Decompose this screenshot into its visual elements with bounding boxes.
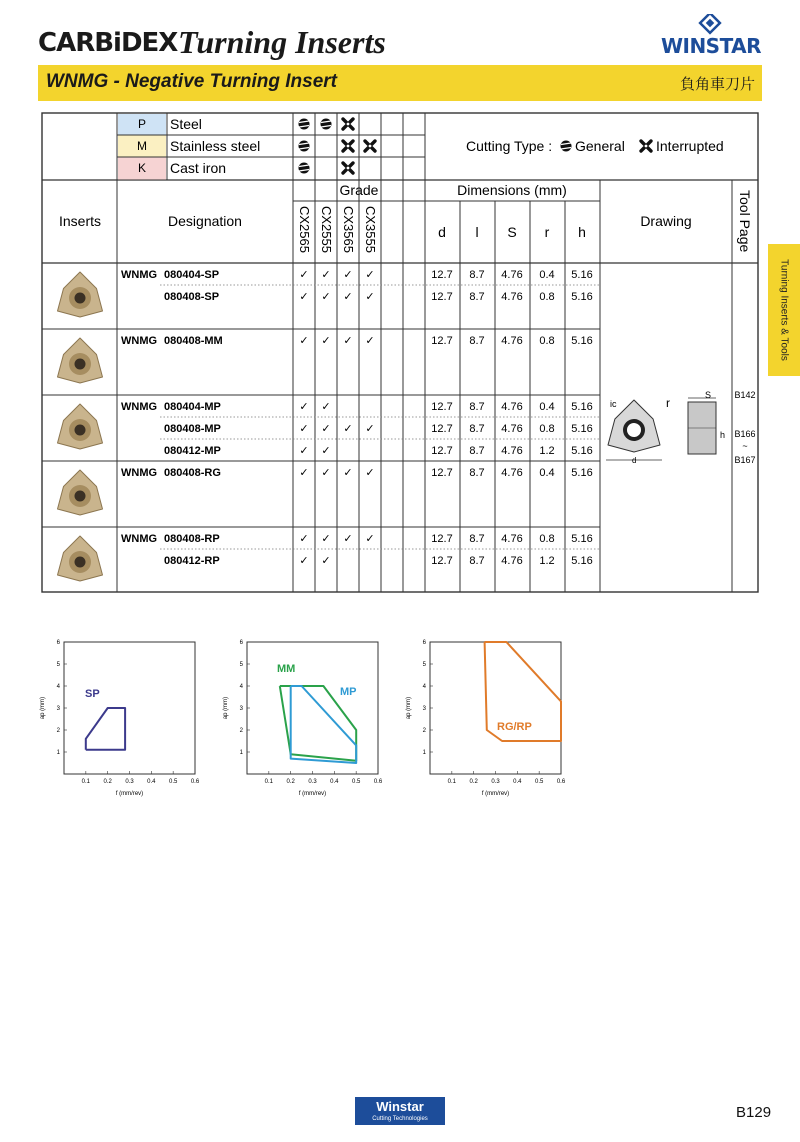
dimension-value: 12.7 — [431, 291, 453, 303]
dimension-value: 8.7 — [469, 291, 485, 303]
grade-check: ✓ — [365, 269, 375, 281]
y-tick-label: 3 — [56, 706, 60, 712]
y-tick-label: 2 — [422, 728, 426, 734]
general-cut-icon — [321, 119, 332, 130]
grade-check: ✓ — [299, 423, 309, 435]
y-tick-label: 6 — [422, 640, 426, 646]
grade-check: ✓ — [343, 269, 353, 281]
grade-check: ✓ — [321, 401, 331, 413]
brand-logo: CARBiDEX — [38, 28, 178, 58]
grade-check: ✓ — [299, 401, 309, 413]
dimension-value: 0.8 — [539, 291, 555, 303]
grade-name: CX3555 — [363, 206, 378, 253]
grade-check: ✓ — [299, 555, 309, 567]
grade-name: CX2555 — [319, 206, 334, 253]
dimensions-header: Dimensions (mm) — [457, 182, 567, 198]
logo-text: WINSTAR — [660, 34, 762, 58]
grade-check: ✓ — [321, 533, 331, 545]
x-tick-label: 0.3 — [308, 779, 317, 785]
dimension-value: 8.7 — [469, 335, 485, 347]
designation-code: 080404-SP — [164, 269, 220, 281]
dimension-value: 12.7 — [431, 335, 453, 347]
dimension-value: 1.2 — [539, 555, 555, 567]
interrupted-cut-icon — [641, 141, 651, 151]
general-label: General — [575, 138, 625, 154]
dimension-value: 0.4 — [539, 269, 555, 281]
chart-frame — [247, 642, 378, 774]
x-tick-label: 0.2 — [103, 779, 112, 785]
designation-prefix: WNMG — [121, 335, 158, 347]
y-axis-label: ap (mm) — [40, 696, 46, 720]
designation-code: 080408-SP — [164, 291, 220, 303]
y-tick-label: 6 — [56, 640, 60, 646]
dim-h-label: h — [720, 430, 726, 440]
chart — [40, 640, 200, 797]
interrupted-cut-icon — [343, 141, 353, 151]
general-cut-icon — [561, 141, 572, 152]
dimension-name: h — [578, 224, 586, 240]
y-tick-label: 6 — [239, 640, 243, 646]
chip-breaker-charts — [0, 630, 800, 805]
dimension-value: 5.16 — [571, 423, 593, 435]
grade-check: ✓ — [299, 445, 309, 457]
grade-check: ✓ — [343, 467, 353, 479]
dimension-value: 12.7 — [431, 445, 453, 457]
grade-check: ✓ — [365, 533, 375, 545]
designation-code: 080408-MP — [164, 423, 221, 435]
grade-check: ✓ — [299, 269, 309, 281]
x-axis-label: f (mm/rev) — [115, 791, 144, 797]
grade-check: ✓ — [365, 467, 375, 479]
insert-image — [58, 404, 103, 449]
footer-badge — [355, 1097, 445, 1125]
page-title: Turning Inserts — [178, 24, 386, 60]
y-axis-label: ap (mm) — [223, 696, 229, 720]
tool-page-ref: B166 — [734, 429, 756, 439]
x-tick-label: 0.1 — [81, 779, 91, 785]
dimension-name: S — [507, 224, 517, 240]
dimension-value: 5.16 — [571, 335, 593, 347]
dimension-name: r — [544, 224, 550, 240]
x-tick-label: 0.5 — [534, 779, 544, 785]
series-label: MP — [340, 686, 357, 698]
general-cut-icon — [299, 119, 310, 130]
dim-d-label: d — [632, 456, 637, 465]
material-name: Cast iron — [170, 160, 227, 176]
dimension-value: 8.7 — [469, 401, 485, 413]
material-code: P — [137, 117, 147, 131]
grade-check: ✓ — [299, 533, 309, 545]
y-tick-label: 4 — [422, 684, 426, 690]
insert-image — [58, 536, 103, 581]
dimension-value: 5.16 — [571, 555, 593, 567]
designation-code: 080408-MM — [164, 335, 223, 347]
dimension-value: 12.7 — [431, 467, 453, 479]
designation-prefix: WNMG — [121, 401, 158, 413]
inserts-header: Inserts — [58, 213, 102, 229]
x-tick-label: 0.4 — [513, 779, 522, 785]
tool-page-header: Tool Page — [737, 190, 753, 253]
grade-check: ✓ — [299, 335, 309, 347]
dimension-value: 12.7 — [431, 269, 453, 281]
dimension-value: 12.7 — [431, 555, 453, 567]
series-label: MM — [277, 663, 296, 675]
material-name: Steel — [170, 116, 202, 132]
designation-header: Designation — [168, 213, 242, 229]
dim-r-label: r — [666, 396, 670, 410]
page-number: B129 — [736, 1104, 772, 1121]
x-axis-label: f (mm/rev) — [481, 791, 510, 797]
dimension-value: 8.7 — [469, 423, 485, 435]
dimension-value: 5.16 — [571, 401, 593, 413]
dimension-name: d — [438, 224, 446, 240]
series-label: SP — [85, 688, 100, 700]
y-tick-label: 5 — [422, 662, 426, 668]
designation-code: 080408-RP — [164, 533, 220, 545]
x-tick-label: 0.6 — [556, 779, 566, 785]
insert-image — [58, 272, 103, 317]
dimension-value: 4.76 — [501, 533, 523, 545]
grade-check: ✓ — [365, 423, 375, 435]
y-tick-label: 5 — [56, 662, 60, 668]
dimension-value: 8.7 — [469, 533, 485, 545]
dimension-value: 5.16 — [571, 533, 593, 545]
dimension-value: 12.7 — [431, 533, 453, 545]
x-tick-label: 0.5 — [351, 779, 361, 785]
designation-code: 080404-MP — [164, 401, 221, 413]
designation-prefix: WNMG — [121, 269, 158, 281]
grade-check: ✓ — [321, 423, 331, 435]
y-tick-label: 1 — [56, 750, 60, 756]
section-title: WNMG - Negative Turning Insert — [46, 71, 338, 92]
dimension-value: 4.76 — [501, 555, 523, 567]
general-cut-icon — [299, 163, 310, 174]
y-tick-label: 4 — [56, 684, 60, 690]
x-tick-label: 0.5 — [168, 779, 178, 785]
side-tab-label: Turning Inserts & Tools — [778, 259, 790, 361]
chart-frame — [430, 642, 561, 774]
grade-check: ✓ — [321, 467, 331, 479]
tool-page-ref: B167 — [734, 455, 756, 465]
section-title-zh: 負角車刀片 — [680, 76, 756, 93]
x-axis-label: f (mm/rev) — [298, 791, 327, 797]
series-label: RG/RP — [497, 721, 532, 733]
dimension-value: 5.16 — [571, 467, 593, 479]
x-tick-label: 0.2 — [286, 779, 295, 785]
material-name: Stainless steel — [170, 138, 261, 154]
insert-image — [58, 470, 103, 515]
tool-page-ref: ~ — [742, 441, 748, 451]
insert-image — [58, 338, 103, 383]
x-tick-label: 0.1 — [264, 779, 274, 785]
dimension-value: 0.4 — [539, 401, 555, 413]
grade-check: ✓ — [321, 291, 331, 303]
grade-check: ✓ — [321, 335, 331, 347]
drawing-header: Drawing — [640, 213, 692, 229]
dimension-value: 8.7 — [469, 555, 485, 567]
dimension-value: 8.7 — [469, 445, 485, 457]
interrupted-cut-icon — [343, 163, 353, 173]
y-axis-label: ap (mm) — [406, 696, 412, 720]
tool-page-ref: B142 — [734, 390, 756, 400]
x-tick-label: 0.4 — [147, 779, 156, 785]
grade-check: ✓ — [321, 445, 331, 457]
dim-ic-label: ic — [610, 399, 617, 409]
interrupted-cut-icon — [343, 119, 353, 129]
dimension-value: 4.76 — [501, 423, 523, 435]
chart — [406, 640, 566, 797]
interrupted-label: Interrupted — [656, 138, 724, 154]
grade-check: ✓ — [299, 291, 309, 303]
grade-header: Grade — [339, 182, 379, 198]
x-tick-label: 0.2 — [469, 779, 478, 785]
y-tick-label: 3 — [422, 706, 426, 712]
x-tick-label: 0.3 — [491, 779, 500, 785]
dimension-value: 4.76 — [501, 401, 523, 413]
insert-drawing — [606, 390, 725, 465]
material-code: M — [137, 139, 147, 153]
grade-check: ✓ — [343, 335, 353, 347]
chart-frame — [64, 642, 195, 774]
x-tick-label: 0.1 — [447, 779, 457, 785]
y-tick-label: 1 — [422, 750, 426, 756]
dim-s-label: S — [705, 390, 712, 400]
dimension-value: 4.76 — [501, 291, 523, 303]
x-tick-label: 0.3 — [125, 779, 134, 785]
dimension-value: 4.76 — [501, 445, 523, 457]
grade-name: CX3565 — [341, 206, 356, 253]
grade-check: ✓ — [321, 555, 331, 567]
grade-check: ✓ — [343, 533, 353, 545]
grade-check: ✓ — [343, 291, 353, 303]
interrupted-cut-icon — [365, 141, 375, 151]
material-code: K — [137, 161, 147, 175]
designation-prefix: WNMG — [121, 467, 158, 479]
x-tick-label: 0.4 — [330, 779, 339, 785]
y-tick-label: 3 — [239, 706, 243, 712]
dimension-value: 5.16 — [571, 445, 593, 457]
y-tick-label: 4 — [239, 684, 243, 690]
dimension-value: 8.7 — [469, 269, 485, 281]
designation-prefix: WNMG — [121, 533, 158, 545]
dimension-value: 0.8 — [539, 533, 555, 545]
designation-code: 080412-MP — [164, 445, 221, 457]
dimension-value: 8.7 — [469, 467, 485, 479]
grade-name: CX2565 — [297, 206, 312, 253]
dimension-value: 4.76 — [501, 269, 523, 281]
chart — [223, 640, 383, 797]
series-outline — [86, 708, 125, 750]
x-tick-label: 0.6 — [190, 779, 200, 785]
y-tick-label: 1 — [239, 750, 243, 756]
dimension-value: 0.8 — [539, 335, 555, 347]
x-tick-label: 0.6 — [373, 779, 383, 785]
footer-badge-sub: Cutting Technologies — [372, 1116, 428, 1122]
dimension-value: 0.8 — [539, 423, 555, 435]
dimension-value: 1.2 — [539, 445, 555, 457]
dimension-value: 4.76 — [501, 467, 523, 479]
dimension-value: 12.7 — [431, 423, 453, 435]
dimension-value: 5.16 — [571, 291, 593, 303]
y-tick-label: 5 — [239, 662, 243, 668]
grade-check: ✓ — [299, 467, 309, 479]
designation-code: 080412-RP — [164, 555, 220, 567]
dimension-value: 5.16 — [571, 269, 593, 281]
y-tick-label: 2 — [56, 728, 60, 734]
cutting-type-label: Cutting Type : — [466, 138, 553, 154]
designation-code: 080408-RG — [164, 467, 221, 479]
grade-check: ✓ — [343, 423, 353, 435]
dimension-name: l — [475, 224, 479, 240]
dimension-value: 4.76 — [501, 335, 523, 347]
dimension-value: 0.4 — [539, 467, 555, 479]
dimension-value: 12.7 — [431, 401, 453, 413]
general-cut-icon — [299, 141, 310, 152]
y-tick-label: 2 — [239, 728, 243, 734]
grade-check: ✓ — [321, 269, 331, 281]
grade-check: ✓ — [365, 291, 375, 303]
grade-check: ✓ — [365, 335, 375, 347]
footer-badge-text: Winstar — [376, 1099, 424, 1114]
